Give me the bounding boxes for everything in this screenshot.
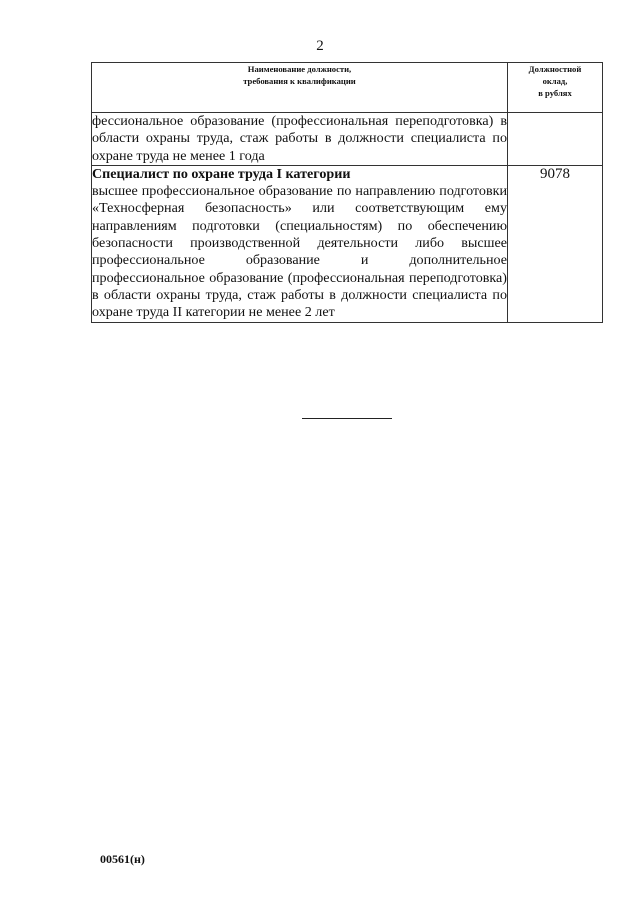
qualification-text: фессиональное образование (профессиональная переподготовка) в области охраны труда, стаж работы в должности специалиста по охране труда не менее 1 года <box>92 113 507 164</box>
end-separator-line <box>302 418 392 419</box>
column-header-salary-line1: Должностной <box>528 64 582 74</box>
qualification-text: высшее профессиональное образование по направлению подготовки «Техносферная безопасность» или соответствующим ему направлениям подготовки (специальностям) по обеспечению безопасности производственной деятельности либо высшее профессиональное образование и дополнительное профессиональное образование (профессиональная переподготовка) в области охраны труда, стаж работы в должности специалиста по охране труда II категории не менее 2 лет <box>92 183 507 321</box>
column-header-salary <box>508 63 603 113</box>
column-header-position <box>92 63 508 113</box>
document-code: 00561(н) <box>100 852 145 866</box>
salary-cell: 9078 <box>508 165 603 322</box>
column-header-salary-line2: оклад, <box>542 76 568 86</box>
table-row <box>92 165 603 322</box>
table-header-row <box>92 63 603 113</box>
page-number: 2 <box>316 38 324 54</box>
table-row <box>92 113 603 166</box>
column-header-position-line2: требования к квалификации <box>243 76 356 86</box>
salary-cell <box>508 113 603 166</box>
column-header-position-line1: Наименование должности, <box>247 64 352 74</box>
qualification-cell <box>92 165 508 322</box>
position-title: Специалист по охране труда I категории <box>92 165 351 182</box>
column-header-salary-line3: в рублях <box>538 88 572 98</box>
qualification-table <box>91 62 603 323</box>
qualification-cell <box>92 113 508 166</box>
